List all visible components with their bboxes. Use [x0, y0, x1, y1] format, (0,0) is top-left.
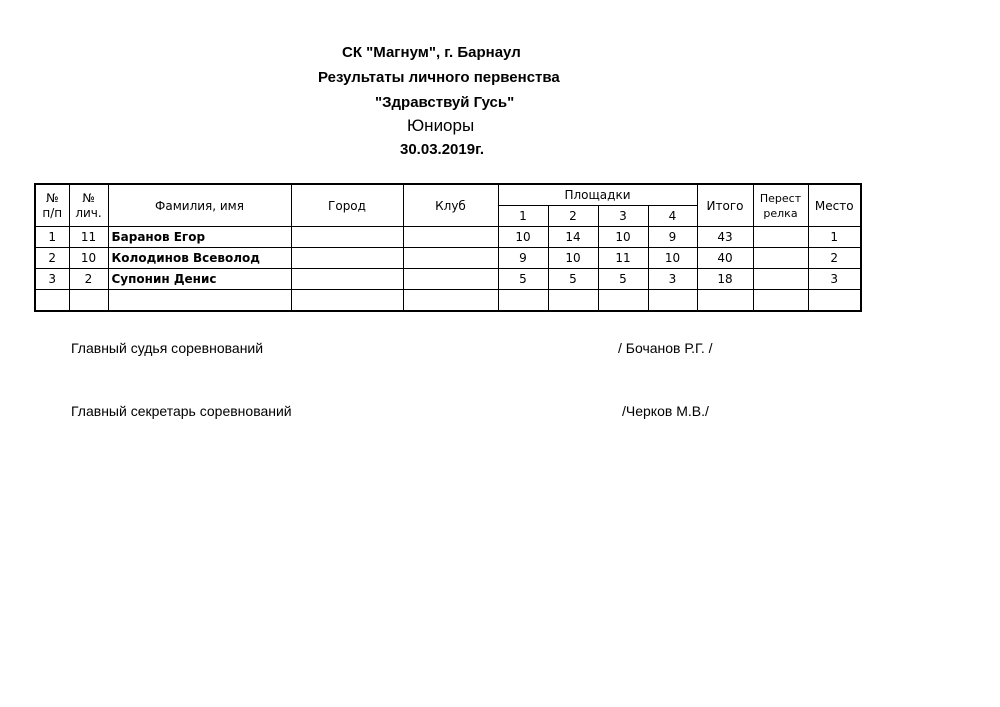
cell-place: 3	[808, 269, 861, 290]
event-date: 30.03.2019г.	[400, 141, 484, 158]
cell-c3: 11	[598, 248, 648, 269]
cell-c3: 5	[598, 269, 648, 290]
header-court-4: 4	[648, 206, 697, 227]
cell-shootout	[753, 248, 808, 269]
header-court-1: 1	[498, 206, 548, 227]
cell-total: 40	[697, 248, 753, 269]
header-court-3: 3	[598, 206, 648, 227]
cell-c1: 10	[498, 227, 548, 248]
table-row-empty	[35, 290, 861, 312]
cell-c2: 5	[548, 269, 598, 290]
cell-lich: 2	[69, 269, 108, 290]
cell-c4: 3	[648, 269, 697, 290]
cell-total: 43	[697, 227, 753, 248]
header-num-pp: № п/п	[35, 184, 69, 227]
table-row	[35, 269, 861, 290]
cell-pp: 3	[35, 269, 69, 290]
cell-shootout	[753, 227, 808, 248]
cell-c2: 14	[548, 227, 598, 248]
cell-pp: 2	[35, 248, 69, 269]
cell-club	[403, 269, 498, 290]
judge-name: / Бочанов Р.Г. /	[618, 340, 713, 356]
cell-club	[403, 248, 498, 269]
table-row	[35, 248, 861, 269]
report-title: Результаты личного первенства	[318, 69, 560, 86]
header-shootout: Перест релка	[753, 184, 808, 227]
cell-club	[403, 227, 498, 248]
cell-city	[291, 248, 403, 269]
cell-city	[291, 269, 403, 290]
cell-total: 18	[697, 269, 753, 290]
cell-city	[291, 227, 403, 248]
cell-name: Колодинов Всеволод	[108, 248, 291, 269]
judge-label: Главный судья соревнований	[71, 340, 264, 356]
header-total: Итого	[697, 184, 753, 227]
cell-c2: 10	[548, 248, 598, 269]
header-courts: Площадки	[498, 184, 697, 206]
cell-c4: 10	[648, 248, 697, 269]
header-city: Город	[291, 184, 403, 227]
results-table	[34, 183, 862, 312]
cell-c1: 9	[498, 248, 548, 269]
cell-name: Баранов Егор	[108, 227, 291, 248]
cell-name: Супонин Денис	[108, 269, 291, 290]
header-court-2: 2	[548, 206, 598, 227]
header-num-lich: № лич.	[69, 184, 108, 227]
cell-place: 2	[808, 248, 861, 269]
secretary-name: /Черков М.В./	[622, 403, 709, 419]
cell-lich: 11	[69, 227, 108, 248]
cell-pp: 1	[35, 227, 69, 248]
table-header-row	[35, 184, 861, 206]
table-row	[35, 227, 861, 248]
event-title: "Здравствуй Гусь"	[375, 94, 515, 111]
cell-c1: 5	[498, 269, 548, 290]
cell-place: 1	[808, 227, 861, 248]
cell-shootout	[753, 269, 808, 290]
cell-lich: 10	[69, 248, 108, 269]
header-club: Клуб	[403, 184, 498, 227]
org-title: СК "Магнум", г. Барнаул	[342, 44, 521, 61]
cell-c3: 10	[598, 227, 648, 248]
header-name: Фамилия, имя	[108, 184, 291, 227]
category-title: Юниоры	[407, 116, 475, 135]
cell-c4: 9	[648, 227, 697, 248]
secretary-label: Главный секретарь соревнований	[71, 403, 292, 419]
header-place: Место	[808, 184, 861, 227]
